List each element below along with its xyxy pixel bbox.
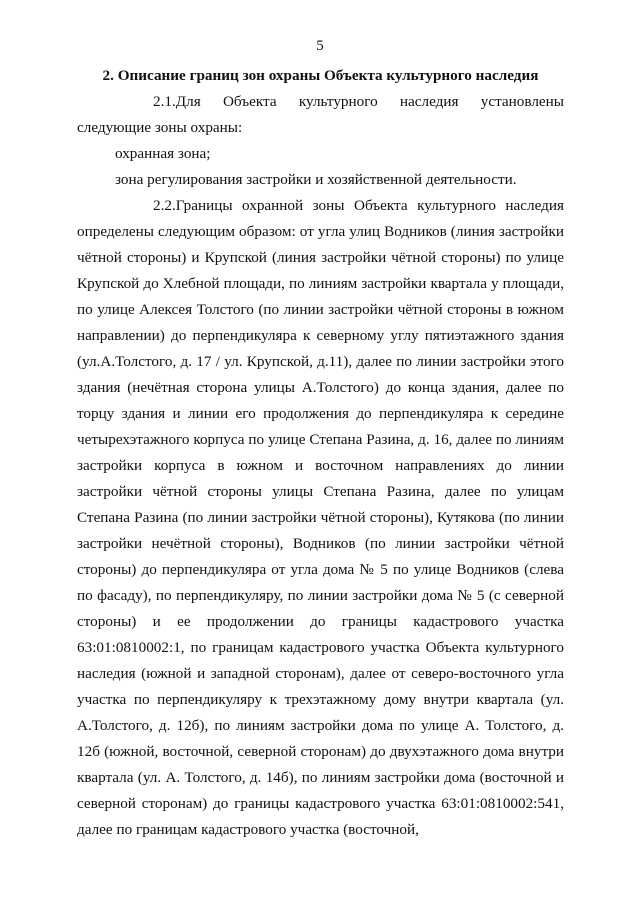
document-body (77, 63, 564, 843)
paragraph-2-1 (77, 89, 564, 141)
page-number: 5 (316, 38, 324, 54)
paragraph-2-2 (77, 193, 564, 843)
paragraph-text: Границы охранной зоны Объекта культурного наследия определены следующим образом: от угла улиц Водников (линия застройки чётной стороны) и Крупской (линия застройки чётной стороны) по улице Крупской до Хлебной площади, по линиям застройки квартала у площади, по улице Алексея Толстого (по линии застройки чётной стороны в южном направлении) до перпендикуляра к северному углу пятиэтажного здания (ул.А.Толстого, д. 17 / ул. Крупской, д.11), далее по линии застройки этого здания (нечётная сторона улицы А.Толстого) до конца здания, далее по торцу здания и линии его продолжения до перпендикуляра к середине четырехэтажного корпуса по улице Степана Разина, д. 16, далее по линиям застройки корпуса в южном и восточном направлениях до линии застройки чётной стороны улицы Степана Разина, далее по улицам Степана Разина (по линии застройки чётной стороны), Кутякова (по линии застройки нечётной стороны), Водников (по линии застройки чётной стороны) до перпендикуляра от угла дома № 5 по улице Водников (слева по фасаду), по перпендикуляру, по линии застройки дома № 5 (с северной стороны) и ее продолжении до границы кадастрового участка 63:01:0810002:1, по границам кадастрового участка Объекта культурного наследия (южной и западной сторонам), далее от северо-восточного угла участка по перпендикуляру к трехэтажному дому внутри квартала (ул. А.Толстого, д. 12б), по линиям застройки дома по улице А. Толстого, д. 12б (южной, восточной, северной сторонам) до двухэтажного дома внутри квартала (ул. А. Толстого, д. 14б), по линиям застройки дома (восточной и северной сторонам) до границы кадастрового участка 63:01:0810002:541, далее по границам кадастрового участка (восточной, (77, 197, 564, 838)
paragraph-text: Для Объекта культурного наследия установлены следующие зоны охраны: (77, 93, 564, 136)
paragraph-number: 2.2. (153, 197, 176, 214)
paragraph-number: 2.1. (153, 93, 176, 110)
list-item: зона регулирования застройки и хозяйственной деятельности. (115, 171, 517, 188)
section-heading: 2. Описание границ зон охраны Объекта культурного наследия (102, 67, 539, 84)
list-item: охранная зона; (115, 145, 211, 162)
